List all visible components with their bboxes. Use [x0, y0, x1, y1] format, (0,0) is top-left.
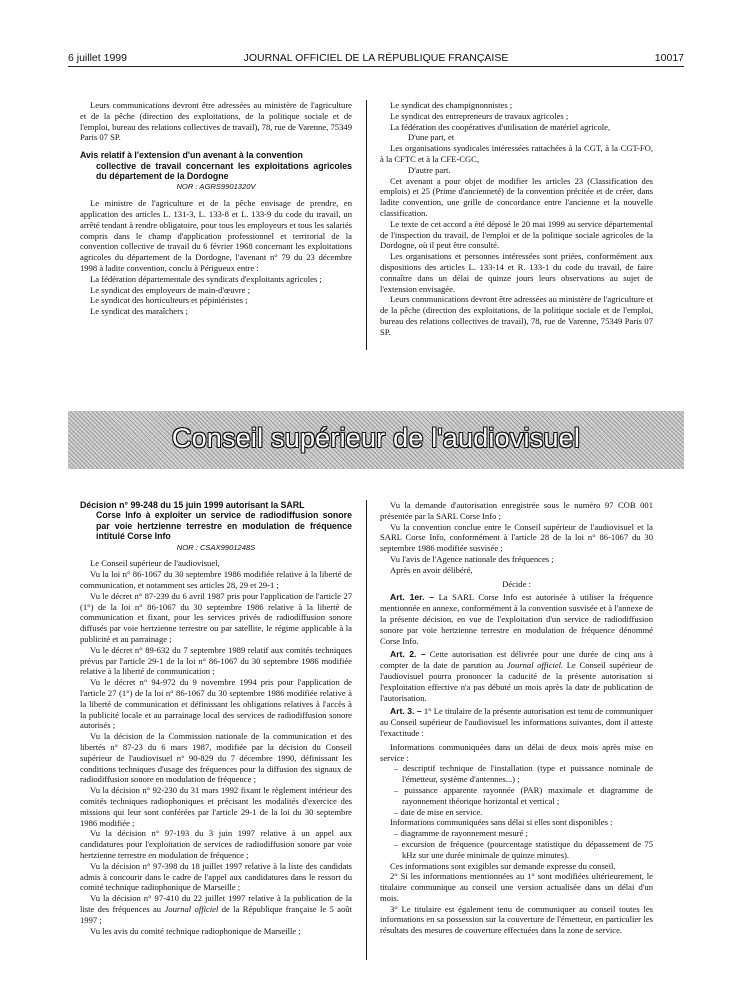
list-item: – excursion de fréquence (pourcentage statistique du dépassement de 75 kHz sur une durée minimale de quinze minutes). — [394, 838, 653, 860]
banner-title: Conseil supérieur de l'audiovisuel — [171, 423, 581, 453]
paragraph: Le ministre de l'agriculture et de la pêche envisage de prendre, en application des articles L. 131-3, L. 133-8 et L. 133-9 du code du travail, un arrêté tendant à rendre obligatoire, pour tous les employeurs et tous les salariés compris dans le champ d'application professionnel et territorial de la convention collective de travail du 6 février 1968 concernant les exploitations agricoles du département de la Dordogne, l'avenant n° 79 du 23 décembre 1998 à ladite convention, conclu à Périgueux entre : — [80, 198, 352, 273]
paragraph: Vu la décision n° 92-230 du 31 mars 1992 fixant le règlement intérieur des comités techniques radiophoniques et précisant les modalités d'exercice des missions qui leur sont conférées par l'article 29-1 de la loi du 30 septembre 1986 modifiée ; — [80, 785, 352, 828]
notice-title: Avis relatif à l'extension d'un avenant à la convention collective de travail concernant les exploitations agricoles du département de la Dordogne — [80, 150, 352, 181]
paragraph: Le syndicat des entrepreneurs de travaux agricoles ; — [390, 110, 569, 121]
nor-reference: NOR : CSAX9901248S — [176, 542, 256, 552]
paragraph: Les organisations syndicales intéressées rattachées à la CGT, à la CGT-FO, à la CFTC et à la CFE-CGC, — [380, 143, 653, 164]
paragraph: Vu la décision n° 97-398 du 18 juillet 1997 relative à la liste des candidats admis à concourir dans le cadre de l'appel aux candidatures dans le ressort du comité technique radiophonique de Marseille ; — [80, 860, 352, 893]
list-item: – date de mise en service. — [394, 806, 483, 817]
column-divider — [366, 500, 367, 960]
paragraph: 3° Le titulaire est également tenu de communiquer au conseil toutes les informations en sa possession sur la couverture de l'émetteur, en particulier les résultats des mesures de couverture effectuées dans la zone de service. — [380, 903, 653, 936]
list-item: – descriptif technique de l'installation (type et puissance nominale de l'émetteur, système d'antennes...) ; — [394, 763, 653, 785]
paragraph: Leurs communications devront être adressées au ministère de l'agriculture et de la pêche (direction des exploitations, de la politique sociale et de l'emploi, bureau des relations collectives de travail), 78, rue de Varenne, 75349 Paris 07 SP. — [380, 294, 653, 337]
paragraph: Vu les avis du comité technique radiophonique de Marseille ; — [90, 925, 301, 936]
paragraph: Vu la décision n° 97-410 du 22 juillet 1997 relative à la publication de la liste des fréquences au Journal officiel de la République française le 5 août 1997 ; — [80, 893, 352, 925]
decision-title: Décision n° 99-248 du 15 juin 1999 autorisant la SARL Corse Info à exploiter un service de radiodiffusion sonore par voie hertzienne terrestre en modulation de fréquence intitulé Corse Info — [80, 500, 352, 542]
paragraph: Après en avoir délibéré, — [390, 564, 473, 575]
paragraph: Vu la demande d'autorisation enregistrée sous le numéro 97 COB 001 présentée par la SARL Corse Info ; — [380, 500, 653, 521]
paragraph: D'autre part. — [408, 164, 451, 175]
article-1: Art. 1er. – La SARL Corse Info est autorisée à utiliser la fréquence mentionnée en annexe, conformément à la convention susvisée et à l'annexe de la présente décision, en vue de l'exploitation d'un service de radiodiffusion sonore par voie hertzienne terrestre en modulation de fréquence dénommé Corse Info. — [380, 592, 653, 646]
paragraph: D'une part, et — [408, 132, 455, 143]
bottom-left-column — [80, 500, 352, 936]
paragraph: La fédération des coopératives d'utilisation de matériel agricole, — [390, 121, 611, 132]
paragraph: Vu la décision de la Commission nationale de la communication et des libertés n° 87-23 du 6 mars 1987, modifiée par la décision du Conseil supérieur de l'audiovisuel n° 90-829 du 7 décembre 1990, définissant les conditions techniques d'usage des fréquences pour la diffusion des signaux de radiodiffusion sonore en modulation de fréquence ; — [80, 731, 352, 785]
paragraph: Informations communiquées sans délai si elles sont disponibles : — [390, 817, 613, 828]
paragraph: Vu le décret n° 94-972 du 9 novembre 1994 pris pour l'application de l'article 27 (1°) de la loi n° 86-1067 du 30 septembre 1986 modifiée relative à la liberté de communication et définissant les obligations relatives à l'accès à la publicité locale et au parrainage local des services de radiodiffusion sonore autorisés ; — [80, 677, 352, 731]
paragraph: Vu la loi n° 86-1067 du 30 septembre 1986 modifiée relative à la liberté de communication, et notamment ses articles 28, 29 et 29-1 ; — [80, 569, 352, 591]
paragraph: Les organisations et personnes intéressées sont priées, conformément aux dispositions des articles L. 133-14 et R. 133-1 du code du travail, de faire connaître dans un délai de quinze jours leurs observations au sujet de l'extension envisagée. — [380, 251, 653, 294]
article-2: Art. 2. – Cette autorisation est délivrée pour une durée de cinq ans à compter de la date de parution au Journal officiel. Le Conseil supérieur de l'audiovisuel pourra prononcer la caducité de la présente autorisation si l'exploitation effective n'a pas débuté un mois après la date de publication de l'autorisation. — [380, 649, 653, 703]
paragraph: Vu la décision n° 97-193 du 3 juin 1997 relative à un appel aux candidatures pour l'exploitation de services de radiodiffusion sonore par voie hertzienne terrestre en modulation de fréquence ; — [80, 828, 352, 860]
paragraph: Vu la convention conclue entre le Conseil supérieur de l'audiovisuel et la SARL Corse Info, conformément à l'article 28 de la loi n° 86-1067 du 30 septembre 1986 modifiée susvisée ; — [380, 521, 653, 554]
nor-reference: NOR : AGRS9901320V — [176, 182, 256, 192]
paragraph: Cet avenant a pour objet de modifier les articles 23 (Classification des emplois) et 25 (Prime d'ancienneté) de la convention précitée et de créer, dans ladite convention, une grille de concordance entre l'ancienne et la nouvelle classification. — [380, 175, 653, 218]
page-header — [68, 52, 684, 67]
decide-heading: Décide : — [502, 578, 531, 589]
paragraph: La fédération départementale des syndicats d'exploitants agricoles ; — [90, 273, 322, 284]
paragraph: Vu l'avis de l'Agence nationale des fréquences ; — [390, 553, 554, 564]
header-page-number: 10017 — [654, 52, 684, 64]
column-divider — [366, 100, 367, 350]
bottom-right-column — [380, 500, 653, 936]
paragraph: Le Conseil supérieur de l'audiovisuel, — [90, 558, 220, 569]
top-right-column — [380, 100, 653, 338]
paragraph: Le syndicat des champignonnistes ; — [390, 100, 513, 110]
article-3: Art. 3. – 1° Le titulaire de la présente autorisation est tenu de communiquer au Conseil supérieur de l'audiovisuel les informations suivantes, dont il atteste l'exactitude : — [380, 706, 653, 738]
paragraph: Vu le décret n° 89-632 du 7 septembre 1989 relatif aux comités techniques prévus par l'article 29-1 de la loi n° 86-1067 du 30 septembre 1986 modifiée relative à la liberté de communication ; — [80, 644, 352, 677]
header-date: 6 juillet 1999 — [68, 52, 127, 64]
paragraph: Le texte de cet accord a été déposé le 20 mai 1999 au service départemental de l'inspection du travail, de l'emploi et de la politique sociale agricoles de la Dordogne, où il peut être consulté. — [380, 218, 653, 251]
paragraph: Le syndicat des employeurs de main-d'œuvre ; — [90, 284, 251, 295]
top-left-column — [80, 100, 352, 317]
paragraph: Le syndicat des horticulteurs et pépiniéristes ; — [90, 295, 248, 306]
paragraph: Informations communiquées dans un délai de deux mois après mise en service : — [380, 741, 653, 763]
list-item: – puissance apparente rayonnée (PAR) maximale et diagramme de rayonnement théorique horizontal et vertical ; — [394, 784, 653, 806]
paragraph: Ces informations sont exigibles sur demande expresse du conseil. — [390, 860, 616, 871]
section-banner — [68, 411, 684, 469]
paragraph: 2° Si les informations mentionnées au 1° sont modifiées ultérieurement, le titulaire communique au conseil une version actualisée dans un délai d'un mois. — [380, 871, 653, 903]
header-journal-title: JOURNAL OFFICIEL DE LA RÉPUBLIQUE FRANÇAISE — [243, 52, 509, 64]
paragraph: Leurs communications devront être adressées au ministère de l'agriculture et de la pêche (direction des exploitations, de la politique sociale et de l'emploi, bureau des relations collectives de travail), 78, rue de Varenne, 75349 Paris 07 SP. — [80, 100, 352, 143]
list-item: – diagramme de rayonnement mesuré ; — [394, 828, 528, 839]
paragraph: Vu le décret n° 87-239 du 6 avril 1987 pris pour l'application de l'article 27 (1°) de la loi n° 86-1067 du 30 septembre 1986 relative à la liberté de communication et fixant, pour les services privés de radiodiffusion sonore diffusés par voie hertzienne terrestre ou par satellite, le régime applicable à la publicité et au parrainage ; — [80, 590, 352, 644]
paragraph: Le syndicat des maraîchers ; — [90, 306, 188, 317]
